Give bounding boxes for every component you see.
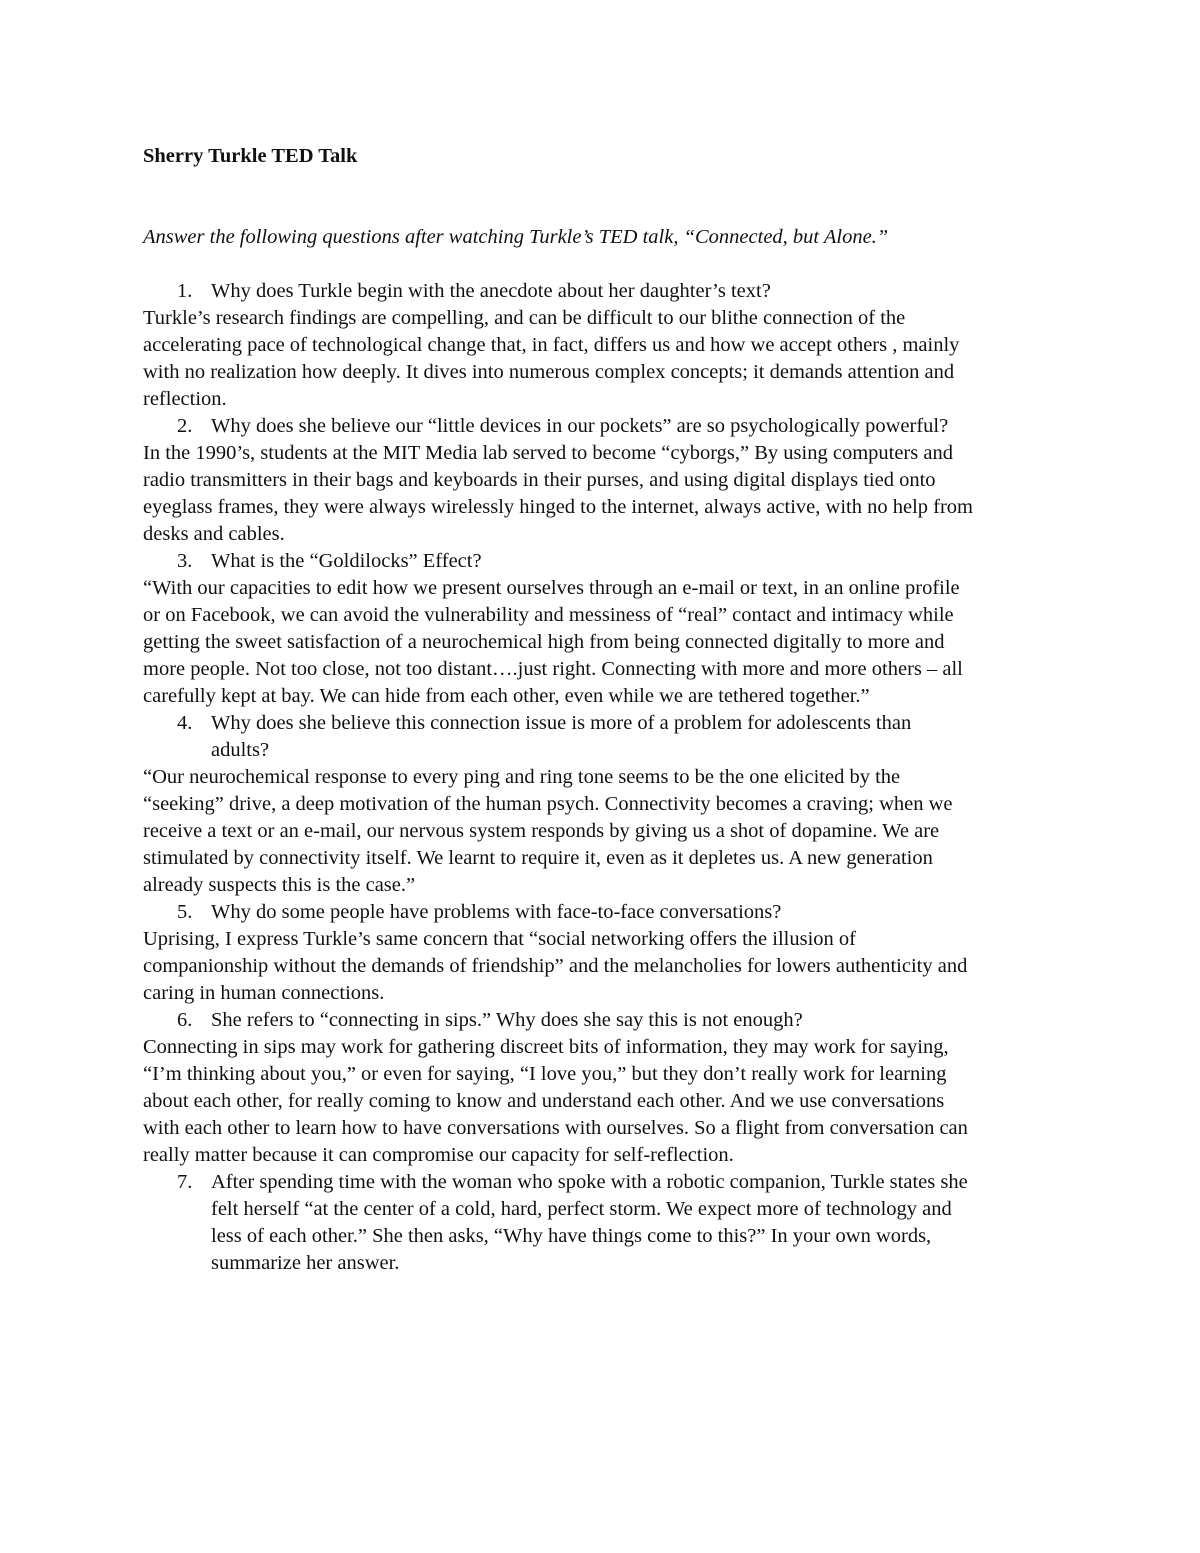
answer-6: Connecting in sips may work for gathering discreet bits of information, they may work for saying, “I’m thinking about you,” or even for saying, “I love you,” but they don’t really work for learning about each other, for really coming to know and understand each other. And we use conversations with each other to learn how to have conversations with ourselves. So a flight from conversation can really matter because it can compromise our capacity for self-reflection.	[143, 1036, 968, 1166]
question-number: 5.	[177, 901, 193, 923]
document-body	[143, 143, 973, 1277]
question-5	[143, 899, 973, 926]
question-3	[143, 548, 973, 575]
instructions: Answer the following questions after watching Turkle’s TED talk, “Connected, but Alone.”	[143, 226, 889, 248]
question-text: Why does she believe this connection issue is more of a problem for adolescents than adults?	[211, 712, 912, 761]
answer-5: Uprising, I express Turkle’s same concern that “social networking offers the illusion of companionship without the demands of friendship” and the melancholies for lowers authenticity and caring in human connections.	[143, 928, 968, 1004]
question-number: 1.	[177, 280, 193, 302]
answer-3: “With our capacities to edit how we present ourselves through an e-mail or text, in an online profile or on Facebook, we can avoid the vulnerability and messiness of “real” contact and intimacy while getting the sweet satisfaction of a neurochemical high from being connected digitally to more and more people. Not too close, not too distant….just right. Connecting with more and more others – all carefully kept at bay. We can hide from each other, even while we are tethered together.”	[143, 577, 963, 707]
question-2	[143, 413, 973, 440]
question-text: Why does she believe our “little devices in our pockets” are so psychologically powerful?	[211, 415, 949, 437]
question-text: After spending time with the woman who spoke with a robotic companion, Turkle states she felt herself “at the center of a cold, hard, perfect storm. We expect more of technology and less of each other.” She then asks, “Why have things come to this?” In your own words, summarize her answer.	[211, 1171, 968, 1274]
question-1	[143, 278, 973, 305]
question-list	[143, 278, 973, 1277]
question-text: She refers to “connecting in sips.” Why does she say this is not enough?	[211, 1009, 803, 1031]
question-text: What is the “Goldilocks” Effect?	[211, 550, 482, 572]
question-7	[143, 1169, 973, 1277]
answer-2: In the 1990’s, students at the MIT Media lab served to become “cyborgs,” By using computers and radio transmitters in their bags and keyboards in their purses, and using digital displays tied onto eyeglass frames, they were always wirelessly hinged to the internet, always active, with no help from desks and cables.	[143, 442, 973, 545]
question-text: Why does Turkle begin with the anecdote about her daughter’s text?	[211, 280, 771, 302]
question-number: 6.	[177, 1009, 193, 1031]
question-6	[143, 1007, 973, 1034]
question-4	[143, 710, 973, 764]
question-number: 3.	[177, 550, 193, 572]
question-number: 2.	[177, 415, 193, 437]
question-number: 4.	[177, 712, 193, 734]
document-title: Sherry Turkle TED Talk	[143, 145, 358, 167]
question-number: 7.	[177, 1171, 193, 1193]
question-text: Why do some people have problems with face-to-face conversations?	[211, 901, 782, 923]
answer-1: Turkle’s research findings are compelling, and can be difficult to our blithe connection of the accelerating pace of technological change that, in fact, differs us and how we accept others , mainly with no realization how deeply. It dives into numerous complex concepts; it demands attention and reflection.	[143, 307, 960, 410]
answer-4: “Our neurochemical response to every ping and ring tone seems to be the one elicited by the “seeking” drive, a deep motivation of the human psych. Connectivity becomes a craving; when we receive a text or an e-mail, our nervous system responds by giving us a shot of dopamine. We are stimulated by connectivity itself. We learnt to require it, even as it depletes us. A new generation already suspects this is the case.”	[143, 766, 953, 896]
